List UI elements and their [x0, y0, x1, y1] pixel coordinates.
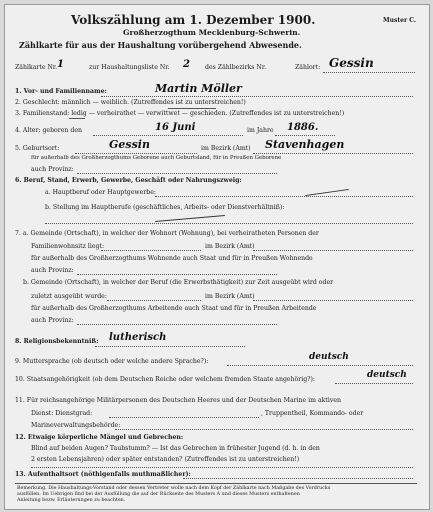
q5-bezirk-label: im Bezirk (Amt) [201, 145, 251, 152]
q13-label: 13. Aufenthaltsort (nöthigenfalls muthmaßlicher): [15, 471, 191, 478]
q4-im-jahre: im Jahre [247, 127, 274, 134]
q6b-dash [155, 215, 225, 222]
q5-place-line [75, 153, 197, 154]
q12-answer-line [31, 467, 413, 468]
q5-provinz: auch Provinz: [31, 166, 74, 173]
muster-label: Muster C. [383, 17, 416, 24]
q7b-line2: zuletzt ausgeübt wurde: [31, 293, 107, 300]
q5-place-value: Gessin [109, 138, 150, 151]
q7b-provinz-line [77, 324, 277, 325]
q3-text: 3. Familienstand: ledig — verheirathet — verwittwet — geschieden. (Zutreffendes ist zu unterstreichen!) [15, 110, 345, 117]
q4-day-line [93, 135, 243, 136]
q11-line1: 11. Für reichsangehörige Militärpersonen des Deutschen Heeres und der Deutschen Marine im aktiven [15, 397, 342, 404]
footer-line1: Bemerkung. Die Haushaltungs-Vorstand oder dessen Vertreter wolle nach dem Kopf der Zählkarte nach Maßgabe des Vordrucks [17, 486, 331, 491]
card-title: Volkszählung am 1. Dezember 1900. [71, 13, 316, 27]
footer-line3: Anleitung bezw. Erläuterungen zu beachten. [17, 498, 126, 503]
zaehlkarte-nr: 1 [57, 59, 64, 70]
q7b-bezirk: im Bezirk (Amt) [205, 293, 255, 300]
q11-marine: Marineverwaltungsbehörde: [31, 422, 121, 429]
q6b-line [45, 223, 413, 224]
zaehlort-label: Zählort: [295, 64, 321, 71]
q8-label: 8. Religionsbekenntniß: [15, 338, 99, 345]
q7b-line1: b. Gemeinde (Ortschaft), in welcher der Beruf (die Erwerbsthätigkeit) zur Zeit ausgeübt wird oder [23, 279, 334, 286]
q9-line [227, 365, 413, 366]
q2-text: 2. Geschlecht: männlich — weiblich. (Zutreffendes ist zu unterstreichen!) [15, 99, 246, 106]
q11-truppe: , Truppentheil, Kommando- oder [261, 410, 364, 417]
q12-line2: Blind auf beiden Augen? Taubstumm? — Ist das Gebrechen in frühester Jugend (d. h. in den [31, 445, 320, 452]
q6a-line [155, 196, 413, 197]
zaehlbezirk-label: des Zählbezirks Nr. [205, 64, 267, 71]
q6a-dash [305, 189, 349, 196]
q7a-gemeinde-line [101, 250, 201, 251]
q2-underline [168, 108, 216, 109]
q7a-bezirk-line [253, 250, 413, 251]
q1-name-value: Martin Möller [155, 82, 242, 95]
q7a-line2: Familienwohnsitz liegt: [31, 243, 105, 250]
q8-value: lutherisch [109, 332, 167, 343]
q7a-provinz: auch Provinz: [31, 267, 74, 274]
q12-line1: 12. Etwaige körperliche Mängel und Gebrechen: [15, 434, 184, 441]
zaehlkarte-label: Zählkarte Nr. [15, 64, 58, 71]
q9-label: 9. Muttersprache (ob deutsch oder welche andere Sprache?): [15, 358, 209, 365]
q3-underline [69, 118, 85, 119]
census-card [4, 4, 430, 510]
q11-marine-line [115, 429, 413, 430]
haushaltungsliste-nr: 2 [183, 59, 190, 70]
footer-line2: ausfüllen. Im Uebrigen find bei der Ausfüllung die auf der Rückseite des Musters A und dieses Musters enthaltenen [17, 492, 300, 497]
q5-note: für außerhalb des Großherzogthums Geborene auch Geburtsland, für in Preußen Geborene [31, 155, 282, 161]
q6-label: 6. Beruf, Stand, Erwerb, Gewerbe, Geschäft oder Nahrungszweig: [15, 177, 242, 184]
q7a-line1: 7. a. Gemeinde (Ortschaft), in welcher der Wohnort (Wohnung), bei verheiratheten Personen der [15, 230, 319, 237]
q8-line [95, 346, 245, 347]
zaehlort-value: Gessin [329, 56, 374, 70]
q10-label: 10. Staatsangehörigkeit (ob dem Deutschen Reiche oder welchem fremden Staate angehörig?): [15, 376, 316, 383]
q6a-label: a. Hauptberuf oder Hauptgewerbe: [45, 189, 156, 196]
q9-value: deutsch [309, 352, 349, 362]
footer-rule [15, 483, 417, 484]
q7a-bezirk: im Bezirk (Amt) [205, 243, 255, 250]
q1-line [101, 96, 413, 97]
card-subtitle: Zählkarte für aus der Haushaltung vorübergehend Abwesende. [19, 40, 302, 50]
q7b-line3: für außerhalb des Großherzogthums Arbeitende auch Staat und für in Preußen Arbeitende [31, 305, 317, 312]
q10-line [335, 383, 413, 384]
q5-bezirk-value: Stavenhagen [265, 138, 345, 151]
q4-day-value: 16 Juni [155, 122, 196, 133]
q6b-label: b. Stellung im Hauptberufe (geschäftliches, Arbeits- oder Dienstverhältniß): [45, 204, 285, 211]
q4-year-value: 1886. [287, 122, 319, 133]
q11-dienstgrad-line [109, 417, 259, 418]
q7b-provinz: auch Provinz: [31, 317, 74, 324]
q10-value: deutsch [367, 370, 407, 380]
q5-label: 5. Geburtsort: [15, 145, 60, 152]
haushaltungsliste-label: zur Haushaltungsliste Nr. [89, 64, 170, 71]
q11-dienst: Dienst: Dienstgrad: [31, 410, 93, 417]
q7a-line3: für außerhalb des Großherzogthums Wohnende auch Staat und für in Preußen Wohnende [31, 255, 313, 262]
q7a-provinz-line [77, 274, 277, 275]
q4-label: 4. Alter: geboren den [15, 127, 82, 134]
q5-bezirk-line [253, 153, 413, 154]
q7b-bezirk-line [253, 300, 413, 301]
q7b-gemeinde-line [107, 300, 201, 301]
q13-line [183, 478, 413, 479]
q4-year-line [275, 135, 335, 136]
q5-provinz-line [77, 173, 277, 174]
q1-label: 1. Vor- und Familienname: [15, 88, 107, 95]
state-heading: Großherzogthum Mecklenburg-Schwerin. [123, 28, 301, 37]
zaehlort-line [323, 72, 415, 73]
q12-line3: 2 ersten Lebensjahren) oder später entstanden? (Zutreffendes ist zu unterstreichen!) [31, 456, 300, 463]
